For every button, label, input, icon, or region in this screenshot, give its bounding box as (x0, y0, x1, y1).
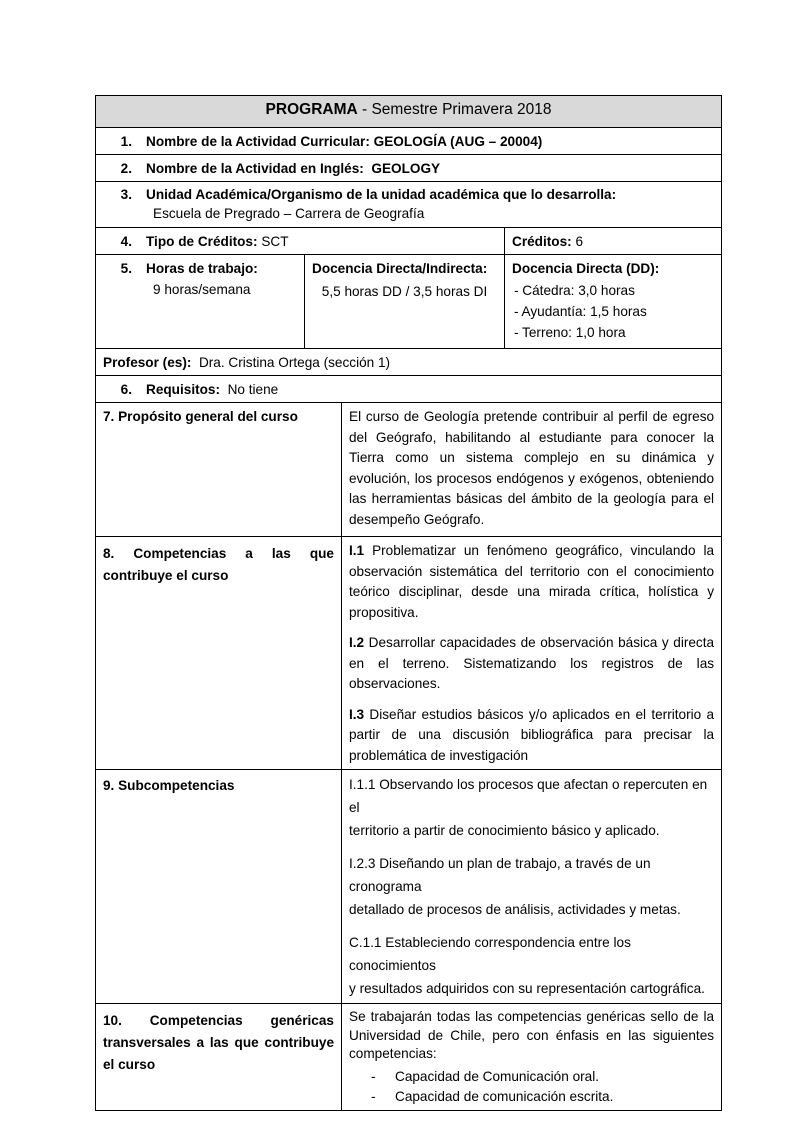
dd-item-ayudantia: - Ayudantía: 1,5 horas (514, 304, 647, 319)
program-document (95, 95, 721, 1111)
dd-item-terreno: - Terreno: 1,0 hora (514, 325, 626, 340)
generic-competencies-text: Se trabajarán todas las competencias genéricas sello de la Universidad de Chile, pero con énfasis en las siguientes competencias: (349, 1009, 715, 1061)
credit-type-value: SCT (261, 234, 289, 249)
list-item: - Capacidad de comunicación escrita. (371, 1088, 614, 1104)
title-row (96, 96, 722, 128)
dd-item-catedra: - Cátedra: 3,0 horas (514, 283, 635, 298)
purpose-label: 7. Propósito general del curso (103, 409, 298, 424)
row-academic-unit: 3. Unidad Académica/Organismo de la unidad académica que lo desarrolla: Escuela de Pregrado – Carrera de Geografía (96, 182, 722, 228)
generic-competencies-label: 10. Competencias genéricas transversales a las que contribuye el curso (103, 1013, 334, 1072)
page-title: PROGRAMA - Semestre Primavera 2018 (96, 96, 722, 128)
dd-label: Docencia Directa (DD): (512, 261, 660, 276)
row-subcompetencies (96, 770, 722, 1004)
list-item: - Capacidad de Comunicación oral. (371, 1068, 600, 1084)
credits-value: 6 (575, 234, 584, 249)
competency-code: I.1 (349, 543, 365, 558)
purpose-text: El curso de Geología pretende contribuir al perfil de egreso del Geógrafo, habilitando al estudiante para conocer la Tierra como un sistema complejo en su dinámica y evolución, los procesos endógenos y exógenos, obteniendo las herramientas básicas del ámbito de la geología para el desempeño Geógrafo. (349, 409, 715, 527)
subcompetencies-label: 9. Subcompetencias (103, 778, 235, 793)
work-hours-value: 9 horas/semana (153, 282, 251, 297)
row-english-name: 2. Nombre de la Actividad en Inglés: GEOLOGY (96, 155, 722, 182)
academic-unit-label: Unidad Académica/Organismo de la unidad académica que lo desarrolla: (146, 187, 617, 202)
english-name-label: Nombre de la Actividad en Inglés: (146, 161, 364, 176)
requirements-label: Requisitos: (146, 382, 221, 397)
competency-code: I.3 (349, 706, 365, 722)
ddi-label: Docencia Directa/Indirecta: (312, 261, 488, 276)
generic-competencies-list (349, 1067, 714, 1107)
subcompetency-item: I.1.1 Observando los procesos que afectan o repercuten en el territorio a partir de conocimiento básico y aplicado. (349, 777, 708, 838)
program-table (95, 95, 722, 1111)
competency-item: I.2 Desarrollar capacidades de observación básica y directa en el terreno. Sistematizando los registros de las observaciones. (349, 635, 715, 691)
row-purpose (96, 403, 722, 537)
activity-name-label: Nombre de la Actividad Curricular: GEOLOGÍA (AUG – 20004) (146, 134, 543, 149)
professor-value: Dra. Cristina Ortega (sección 1) (198, 355, 391, 370)
row-requirements: 6. Requisitos: No tiene (96, 376, 722, 403)
competency-code: I.2 (349, 635, 365, 650)
row-work-hours: 5. Horas de trabajo: 9 horas/semana Docencia Directa/Indirecta: 5,5 horas DD / 3,5 horas DI Docencia Directa (DD): - Cátedra: 3,0 horas - Ayudantía: 1,5 horas - Terreno: 1,0 hora (96, 255, 722, 349)
competency-item: I.3 Diseñar estudios básicos y/o aplicados en el territorio a partir de una discusión bibliográfica para precisar la problemática de investigación (349, 706, 715, 763)
ddi-value: 5,5 horas DD / 3,5 horas DI (321, 284, 488, 299)
row-professor (96, 349, 722, 376)
subcompetency-item: C.1.1 Estableciendo correspondencia entre los conocimientos y resultados adquiridos con su representación cartográfica. (349, 935, 705, 996)
professor-label: Profesor (es): (103, 355, 192, 370)
requirements-value: No tiene (227, 382, 279, 397)
competency-item: I.1 Problematizar un fenómeno geográfico, vinculando la observación sistemática del territorio con el conocimiento teórico disciplinar, desde una mirada crítica, holística y propositiva. (349, 543, 715, 620)
credits-label: Créditos: (512, 234, 572, 249)
row-activity-name: 1. Nombre de la Actividad Curricular: GEOLOGÍA (AUG – 20004) (96, 128, 722, 155)
academic-unit-value: Escuela de Pregrado – Carrera de Geografía (153, 206, 425, 221)
english-name-value: GEOLOGY (371, 161, 441, 176)
credit-type-label: Tipo de Créditos: (146, 234, 258, 249)
row-generic-competencies (96, 1004, 722, 1111)
row-credit-type: 4. Tipo de Créditos: SCT Créditos: 6 (96, 228, 722, 255)
competencies-label: 8. Competencias a las que contribuye el curso (103, 546, 334, 583)
subcompetency-item: I.2.3 Diseñando un plan de trabajo, a través de un cronograma detallado de procesos de análisis, actividades y metas. (349, 856, 681, 917)
row-competencies (96, 537, 722, 770)
work-hours-label: Horas de trabajo: (146, 261, 258, 276)
